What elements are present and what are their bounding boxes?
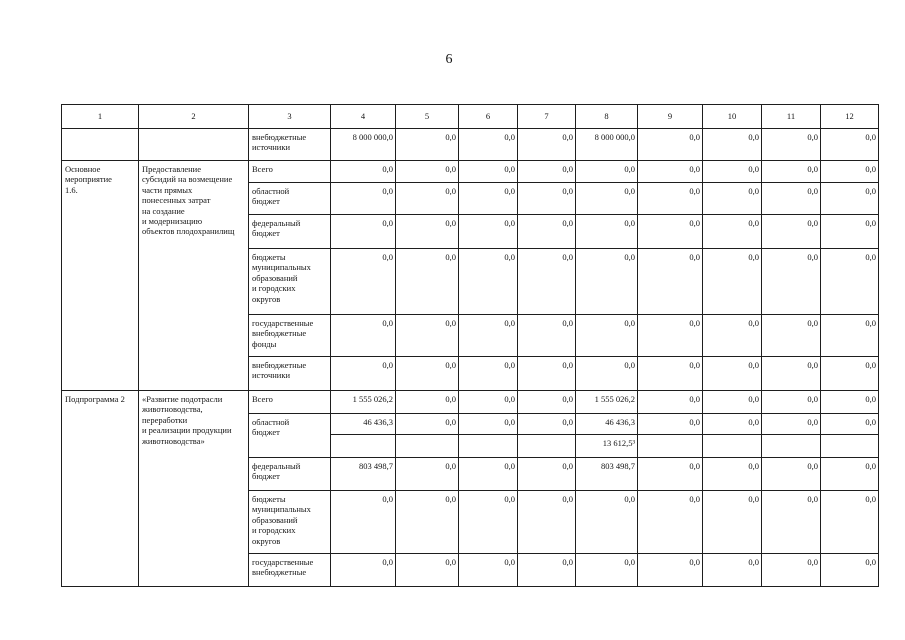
value-col-9: 0,0 bbox=[638, 458, 703, 491]
value-col-12: 0,0 bbox=[821, 249, 879, 315]
value-col-11 bbox=[762, 435, 821, 458]
value-col-5: 0,0 bbox=[396, 215, 459, 249]
value-col-5: 0,0 bbox=[396, 249, 459, 315]
value-col-12: 0,0 bbox=[821, 129, 879, 161]
value-col-6: 0,0 bbox=[459, 458, 518, 491]
value-col-7: 0,0 bbox=[518, 414, 576, 435]
header-row bbox=[62, 105, 879, 129]
value-col-11: 0,0 bbox=[762, 554, 821, 587]
value-col-12: 0,0 bbox=[821, 357, 879, 391]
value-col-10: 0,0 bbox=[703, 391, 762, 414]
value-col-10: 0,0 bbox=[703, 215, 762, 249]
value-col-4: 0,0 bbox=[331, 357, 396, 391]
value-col-9: 0,0 bbox=[638, 183, 703, 215]
value-col-12: 0,0 bbox=[821, 183, 879, 215]
value-col-8: 0,0 bbox=[576, 249, 638, 315]
column-header-9: 9 bbox=[638, 105, 703, 129]
value-col-4: 0,0 bbox=[331, 315, 396, 357]
value-col-4: 0,0 bbox=[331, 491, 396, 554]
value-col-10: 0,0 bbox=[703, 491, 762, 554]
value-col-7: 0,0 bbox=[518, 391, 576, 414]
item-name-cell bbox=[139, 129, 249, 161]
item-name-cell: Предоставление субсидий на возмещение части прямых понесенных затрат на создание и модернизацию объектов плодохранилищ bbox=[139, 161, 249, 391]
value-col-8: 0,0 bbox=[576, 215, 638, 249]
table-row bbox=[62, 129, 879, 161]
value-col-5: 0,0 bbox=[396, 129, 459, 161]
value-col-6: 0,0 bbox=[459, 414, 518, 435]
funding-source-cell: федеральный бюджет bbox=[249, 215, 331, 249]
value-col-11: 0,0 bbox=[762, 391, 821, 414]
budget-table bbox=[61, 104, 879, 587]
column-header-8: 8 bbox=[576, 105, 638, 129]
value-col-5: 0,0 bbox=[396, 554, 459, 587]
funding-source-cell: федеральный бюджет bbox=[249, 458, 331, 491]
value-col-6: 0,0 bbox=[459, 129, 518, 161]
value-col-10: 0,0 bbox=[703, 161, 762, 183]
value-col-4: 1 555 026,2 bbox=[331, 391, 396, 414]
funding-source-cell: областной бюджет bbox=[249, 183, 331, 215]
value-col-4: 0,0 bbox=[331, 249, 396, 315]
value-col-8: 1 555 026,2 bbox=[576, 391, 638, 414]
value-col-8: 0,0 bbox=[576, 315, 638, 357]
funding-source-cell: внебюджетные источники bbox=[249, 357, 331, 391]
column-header-7: 7 bbox=[518, 105, 576, 129]
value-col-8: 0,0 bbox=[576, 554, 638, 587]
value-col-4: 803 498,7 bbox=[331, 458, 396, 491]
value-col-7: 0,0 bbox=[518, 491, 576, 554]
value-col-8: 0,0 bbox=[576, 161, 638, 183]
value-col-10 bbox=[703, 435, 762, 458]
value-col-9: 0,0 bbox=[638, 391, 703, 414]
value-col-7: 0,0 bbox=[518, 458, 576, 491]
value-col-5: 0,0 bbox=[396, 315, 459, 357]
value-col-10: 0,0 bbox=[703, 414, 762, 435]
funding-source-cell: бюджеты муниципальных образований и городских округов bbox=[249, 491, 331, 554]
column-header-5: 5 bbox=[396, 105, 459, 129]
value-col-12: 0,0 bbox=[821, 554, 879, 587]
funding-source-cell: бюджеты муниципальных образований и городских округов bbox=[249, 249, 331, 315]
value-col-9: 0,0 bbox=[638, 215, 703, 249]
page-number: 6 bbox=[445, 52, 453, 67]
value-col-9: 0,0 bbox=[638, 129, 703, 161]
value-col-6 bbox=[459, 435, 518, 458]
value-col-5: 0,0 bbox=[396, 391, 459, 414]
value-col-12: 0,0 bbox=[821, 161, 879, 183]
item-code-cell: Подпрограмма 2 bbox=[62, 391, 139, 587]
value-col-8: 0,0 bbox=[576, 357, 638, 391]
value-col-6: 0,0 bbox=[459, 391, 518, 414]
value-col-9: 0,0 bbox=[638, 161, 703, 183]
value-col-7: 0,0 bbox=[518, 183, 576, 215]
value-col-11: 0,0 bbox=[762, 183, 821, 215]
value-col-6: 0,0 bbox=[459, 183, 518, 215]
value-col-8: 0,0 bbox=[576, 491, 638, 554]
value-col-9: 0,0 bbox=[638, 357, 703, 391]
column-header-12: 12 bbox=[821, 105, 879, 129]
value-col-5: 0,0 bbox=[396, 414, 459, 435]
value-col-7: 0,0 bbox=[518, 215, 576, 249]
value-col-10: 0,0 bbox=[703, 183, 762, 215]
value-col-4 bbox=[331, 435, 396, 458]
value-col-5: 0,0 bbox=[396, 183, 459, 215]
column-header-11: 11 bbox=[762, 105, 821, 129]
value-col-7: 0,0 bbox=[518, 161, 576, 183]
value-col-9 bbox=[638, 435, 703, 458]
value-col-8: 8 000 000,0 bbox=[576, 129, 638, 161]
value-col-12: 0,0 bbox=[821, 491, 879, 554]
funding-source-cell: областной бюджет bbox=[249, 414, 331, 458]
value-col-10: 0,0 bbox=[703, 458, 762, 491]
value-col-10: 0,0 bbox=[703, 554, 762, 587]
value-col-9: 0,0 bbox=[638, 491, 703, 554]
value-col-10: 0,0 bbox=[703, 249, 762, 315]
value-col-10: 0,0 bbox=[703, 357, 762, 391]
value-col-5: 0,0 bbox=[396, 161, 459, 183]
table-body bbox=[62, 129, 879, 587]
value-col-5: 0,0 bbox=[396, 491, 459, 554]
value-col-9: 0,0 bbox=[638, 249, 703, 315]
value-col-11: 0,0 bbox=[762, 315, 821, 357]
value-col-12: 0,0 bbox=[821, 315, 879, 357]
column-header-1: 1 bbox=[62, 105, 139, 129]
value-col-7 bbox=[518, 435, 576, 458]
funding-source-cell: внебюджетные источники bbox=[249, 129, 331, 161]
value-col-10: 0,0 bbox=[703, 129, 762, 161]
value-col-9: 0,0 bbox=[638, 554, 703, 587]
value-col-12: 0,0 bbox=[821, 414, 879, 435]
value-col-7: 0,0 bbox=[518, 249, 576, 315]
value-col-10: 0,0 bbox=[703, 315, 762, 357]
table-row bbox=[62, 161, 879, 183]
value-col-4: 0,0 bbox=[331, 215, 396, 249]
column-header-3: 3 bbox=[249, 105, 331, 129]
value-col-11: 0,0 bbox=[762, 129, 821, 161]
value-col-11: 0,0 bbox=[762, 249, 821, 315]
value-col-11: 0,0 bbox=[762, 414, 821, 435]
value-col-7: 0,0 bbox=[518, 129, 576, 161]
value-col-4: 0,0 bbox=[331, 554, 396, 587]
value-col-6: 0,0 bbox=[459, 249, 518, 315]
value-col-7: 0,0 bbox=[518, 554, 576, 587]
value-col-4: 0,0 bbox=[331, 161, 396, 183]
value-col-4: 0,0 bbox=[331, 183, 396, 215]
value-col-11: 0,0 bbox=[762, 491, 821, 554]
value-col-8: 803 498,7 bbox=[576, 458, 638, 491]
value-col-5: 0,0 bbox=[396, 458, 459, 491]
value-col-7: 0,0 bbox=[518, 315, 576, 357]
value-col-7: 0,0 bbox=[518, 357, 576, 391]
column-header-4: 4 bbox=[331, 105, 396, 129]
funding-source-cell: Всего bbox=[249, 391, 331, 414]
value-col-6: 0,0 bbox=[459, 215, 518, 249]
item-code-cell: Основное мероприятие 1.6. bbox=[62, 161, 139, 391]
value-col-4: 8 000 000,0 bbox=[331, 129, 396, 161]
value-col-8: 0,0 bbox=[576, 183, 638, 215]
value-col-12: 0,0 bbox=[821, 215, 879, 249]
value-col-8: 46 436,3 bbox=[576, 414, 638, 435]
value-col-12: 0,0 bbox=[821, 458, 879, 491]
value-col-6: 0,0 bbox=[459, 357, 518, 391]
column-header-10: 10 bbox=[703, 105, 762, 129]
value-col-6: 0,0 bbox=[459, 554, 518, 587]
funding-source-cell: государственные внебюджетные фонды bbox=[249, 315, 331, 357]
column-header-6: 6 bbox=[459, 105, 518, 129]
value-col-6: 0,0 bbox=[459, 161, 518, 183]
value-col-11: 0,0 bbox=[762, 357, 821, 391]
value-col-5: 0,0 bbox=[396, 357, 459, 391]
value-col-12 bbox=[821, 435, 879, 458]
value-col-12: 0,0 bbox=[821, 391, 879, 414]
item-code-cell bbox=[62, 129, 139, 161]
value-col-5 bbox=[396, 435, 459, 458]
value-col-9: 0,0 bbox=[638, 315, 703, 357]
value-col-11: 0,0 bbox=[762, 458, 821, 491]
value-col-6: 0,0 bbox=[459, 315, 518, 357]
value-col-8: 13 612,5³ bbox=[576, 435, 638, 458]
value-col-9: 0,0 bbox=[638, 414, 703, 435]
value-col-11: 0,0 bbox=[762, 215, 821, 249]
table-row bbox=[62, 391, 879, 414]
value-col-11: 0,0 bbox=[762, 161, 821, 183]
value-col-4: 46 436,3 bbox=[331, 414, 396, 435]
value-col-6: 0,0 bbox=[459, 491, 518, 554]
funding-source-cell: Всего bbox=[249, 161, 331, 183]
funding-source-cell: государственные внебюджетные bbox=[249, 554, 331, 587]
column-header-2: 2 bbox=[139, 105, 249, 129]
item-name-cell: «Развитие подотрасли животноводства, переработки и реализации продукции животноводства» bbox=[139, 391, 249, 587]
